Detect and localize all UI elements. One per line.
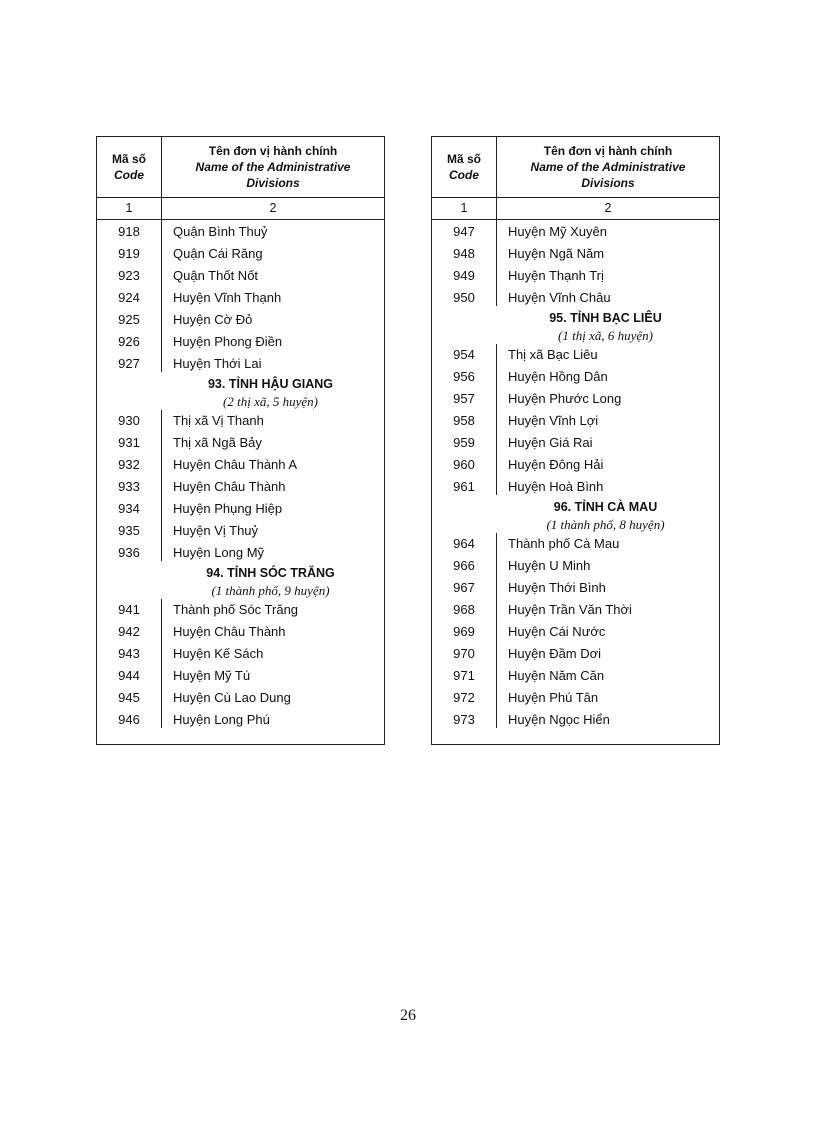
division-name: Quận Thốt Nốt — [173, 268, 259, 283]
column-number-row — [432, 198, 719, 220]
division-name: Huyện Hoà Bình — [508, 479, 604, 494]
table-row — [97, 331, 384, 353]
table-row — [432, 599, 719, 621]
division-name: Huyện Vĩnh Châu — [508, 290, 611, 305]
division-code: 948 — [453, 246, 475, 261]
code-header-en: Code — [449, 168, 479, 182]
table-row — [432, 410, 719, 432]
division-code: 918 — [118, 224, 140, 239]
table-row — [97, 643, 384, 665]
division-code: 926 — [118, 334, 140, 349]
division-name: Huyện Long Phú — [173, 712, 270, 727]
division-name: Huyện Ngã Năm — [508, 246, 605, 261]
table-row — [97, 498, 384, 520]
table-row — [432, 454, 719, 476]
name-header — [162, 137, 384, 197]
division-code: 931 — [118, 435, 140, 450]
division-name: Huyện Mỹ Tú — [173, 668, 251, 683]
table-row — [97, 476, 384, 498]
section-title: 96. TỈNH CÀ MAU — [553, 500, 658, 514]
table-header — [97, 137, 384, 198]
column-number-row — [97, 198, 384, 220]
division-name: Thị xã Bạc Liêu — [508, 347, 598, 362]
table-row — [97, 621, 384, 643]
division-code: 959 — [453, 435, 475, 450]
section-title: 95. TỈNH BẠC LIÊU — [549, 311, 662, 325]
division-name: Quận Cái Răng — [173, 246, 263, 261]
division-name: Huyện Vĩnh Thạnh — [173, 290, 282, 305]
division-name: Huyện Vị Thuỷ — [173, 523, 259, 538]
division-name: Huyện Đầm Dơi — [508, 646, 602, 661]
division-code: 945 — [118, 690, 140, 705]
table-row — [432, 643, 719, 665]
section-title: 94. TỈNH SÓC TRĂNG — [206, 566, 335, 580]
row-group — [432, 533, 719, 731]
section-subtitle: (1 thành phố, 8 huyện) — [546, 517, 665, 532]
division-code: 970 — [453, 646, 475, 661]
table-row — [97, 410, 384, 432]
division-code: 935 — [118, 523, 140, 538]
division-code: 924 — [118, 290, 140, 305]
division-code: 944 — [118, 668, 140, 683]
table-row — [432, 533, 719, 555]
division-code: 947 — [453, 224, 475, 239]
division-code: 973 — [453, 712, 475, 727]
section-heading — [432, 309, 719, 344]
table-row — [97, 243, 384, 265]
row-group — [97, 599, 384, 731]
division-name: Huyện Cái Nước — [508, 624, 606, 639]
table-header — [432, 137, 719, 198]
division-name: Quận Bình Thuỷ — [173, 224, 268, 239]
section-subtitle: (2 thị xã, 5 huyện) — [223, 394, 318, 409]
row-group — [97, 220, 384, 375]
division-code: 941 — [118, 602, 140, 617]
code-header-vi: Mã số — [446, 152, 481, 166]
division-code: 927 — [118, 356, 140, 371]
table-row — [432, 265, 719, 287]
code-header — [432, 137, 497, 197]
division-code: 960 — [453, 457, 475, 472]
division-code: 933 — [118, 479, 140, 494]
table-row — [432, 476, 719, 498]
table-row — [432, 577, 719, 599]
division-name: Huyện Giá Rai — [508, 435, 593, 450]
table-row — [97, 454, 384, 476]
row-group — [432, 220, 719, 309]
division-code: 936 — [118, 545, 140, 560]
column-divider — [161, 220, 162, 372]
table-row — [432, 555, 719, 577]
column-number-2: 2 — [269, 201, 277, 215]
table-row — [432, 366, 719, 388]
division-code: 971 — [453, 668, 475, 683]
division-code: 925 — [118, 312, 140, 327]
column-number-1: 1 — [432, 198, 497, 219]
division-name: Huyện Vĩnh Lợi — [508, 413, 599, 428]
name-header-en-2: Divisions — [581, 176, 635, 190]
column-divider — [161, 599, 162, 728]
division-name: Huyện Phong Điền — [173, 334, 283, 349]
section-heading — [432, 498, 719, 533]
division-code: 949 — [453, 268, 475, 283]
division-code: 961 — [453, 479, 475, 494]
table-row — [432, 344, 719, 366]
division-code: 969 — [453, 624, 475, 639]
name-header-vi: Tên đơn vị hành chính — [208, 144, 338, 158]
table-row — [432, 287, 719, 309]
division-name: Huyện Châu Thành — [173, 479, 286, 494]
division-name: Thành phố Sóc Trăng — [173, 602, 299, 617]
code-header — [97, 137, 162, 197]
table-row — [97, 542, 384, 564]
division-code: 919 — [118, 246, 140, 261]
page-number: 26 — [400, 1007, 416, 1024]
section-subtitle: (1 thị xã, 6 huyện) — [558, 328, 653, 343]
division-name: Huyện Hồng Dân — [508, 369, 608, 384]
division-name: Huyện Châu Thành — [173, 624, 286, 639]
code-header-en: Code — [114, 168, 144, 182]
table-row — [97, 432, 384, 454]
division-name: Huyện Long Mỹ — [173, 545, 265, 560]
table-row — [97, 353, 384, 375]
division-code: 934 — [118, 501, 140, 516]
table-row — [97, 687, 384, 709]
division-name: Thành phố Cà Mau — [508, 536, 620, 551]
division-name: Huyện Mỹ Xuyên — [508, 224, 607, 239]
division-name: Huyện U Minh — [508, 558, 591, 573]
table-row — [97, 709, 384, 731]
division-code: 942 — [118, 624, 140, 639]
division-name: Huyện Thới Lai — [173, 356, 262, 371]
table-body — [432, 220, 719, 731]
division-code: 943 — [118, 646, 140, 661]
division-code: 932 — [118, 457, 140, 472]
division-code: 946 — [118, 712, 140, 727]
division-code: 954 — [453, 347, 475, 362]
section-heading — [97, 564, 384, 599]
division-name: Huyện Phụng Hiệp — [173, 501, 283, 516]
division-code: 956 — [453, 369, 475, 384]
division-name: Huyện Cù Lao Dung — [173, 690, 291, 705]
division-name: Huyện Thạnh Trị — [508, 268, 604, 283]
column-divider — [496, 533, 497, 728]
column-divider — [496, 344, 497, 495]
table-body — [97, 220, 384, 731]
code-header-vi: Mã số — [111, 152, 146, 166]
table-row — [97, 520, 384, 542]
column-number-2: 2 — [604, 201, 612, 215]
table-right — [431, 136, 720, 745]
division-name: Huyện Đông Hải — [508, 457, 604, 472]
division-name: Huyện Trần Văn Thời — [508, 602, 632, 617]
division-code: 923 — [118, 268, 140, 283]
column-divider — [496, 220, 497, 306]
table-row — [432, 221, 719, 243]
division-code: 972 — [453, 690, 475, 705]
division-code: 964 — [453, 536, 475, 551]
division-code: 950 — [453, 290, 475, 305]
division-name: Huyện Kế Sách — [173, 646, 264, 661]
name-header-en-2: Divisions — [246, 176, 300, 190]
name-header — [497, 137, 719, 197]
division-code: 958 — [453, 413, 475, 428]
name-header-en-1: Name of the Administrative — [530, 160, 686, 174]
table-row — [432, 388, 719, 410]
row-group — [97, 410, 384, 564]
division-name: Huyện Châu Thành A — [173, 457, 298, 472]
table-row — [432, 709, 719, 731]
division-code: 930 — [118, 413, 140, 428]
division-name: Thị xã Ngã Bảy — [173, 435, 262, 450]
table-row — [432, 432, 719, 454]
table-row — [97, 309, 384, 331]
table-row — [97, 221, 384, 243]
table-left — [96, 136, 385, 745]
division-name: Huyện Thới Bình — [508, 580, 606, 595]
column-divider — [161, 410, 162, 561]
table-row — [97, 287, 384, 309]
table-row — [432, 621, 719, 643]
table-row — [97, 265, 384, 287]
division-code: 968 — [453, 602, 475, 617]
division-code: 967 — [453, 580, 475, 595]
division-name: Thị xã Vị Thanh — [173, 413, 264, 428]
section-subtitle: (1 thành phố, 9 huyện) — [211, 583, 330, 598]
division-code: 957 — [453, 391, 475, 406]
division-code: 966 — [453, 558, 475, 573]
table-row — [432, 665, 719, 687]
table-row — [97, 665, 384, 687]
section-heading — [97, 375, 384, 410]
division-name: Huyện Cờ Đỏ — [173, 312, 253, 327]
division-name: Huyện Ngọc Hiển — [508, 712, 610, 727]
division-name: Huyện Phú Tân — [508, 690, 599, 705]
table-row — [432, 687, 719, 709]
name-header-en-1: Name of the Administrative — [195, 160, 351, 174]
division-name: Huyện Phước Long — [508, 391, 622, 406]
section-title: 93. TỈNH HẬU GIANG — [207, 377, 333, 391]
table-row — [97, 599, 384, 621]
column-number-1: 1 — [97, 198, 162, 219]
row-group — [432, 344, 719, 498]
division-name: Huyện Năm Căn — [508, 668, 605, 683]
name-header-vi: Tên đơn vị hành chính — [543, 144, 673, 158]
table-row — [432, 243, 719, 265]
